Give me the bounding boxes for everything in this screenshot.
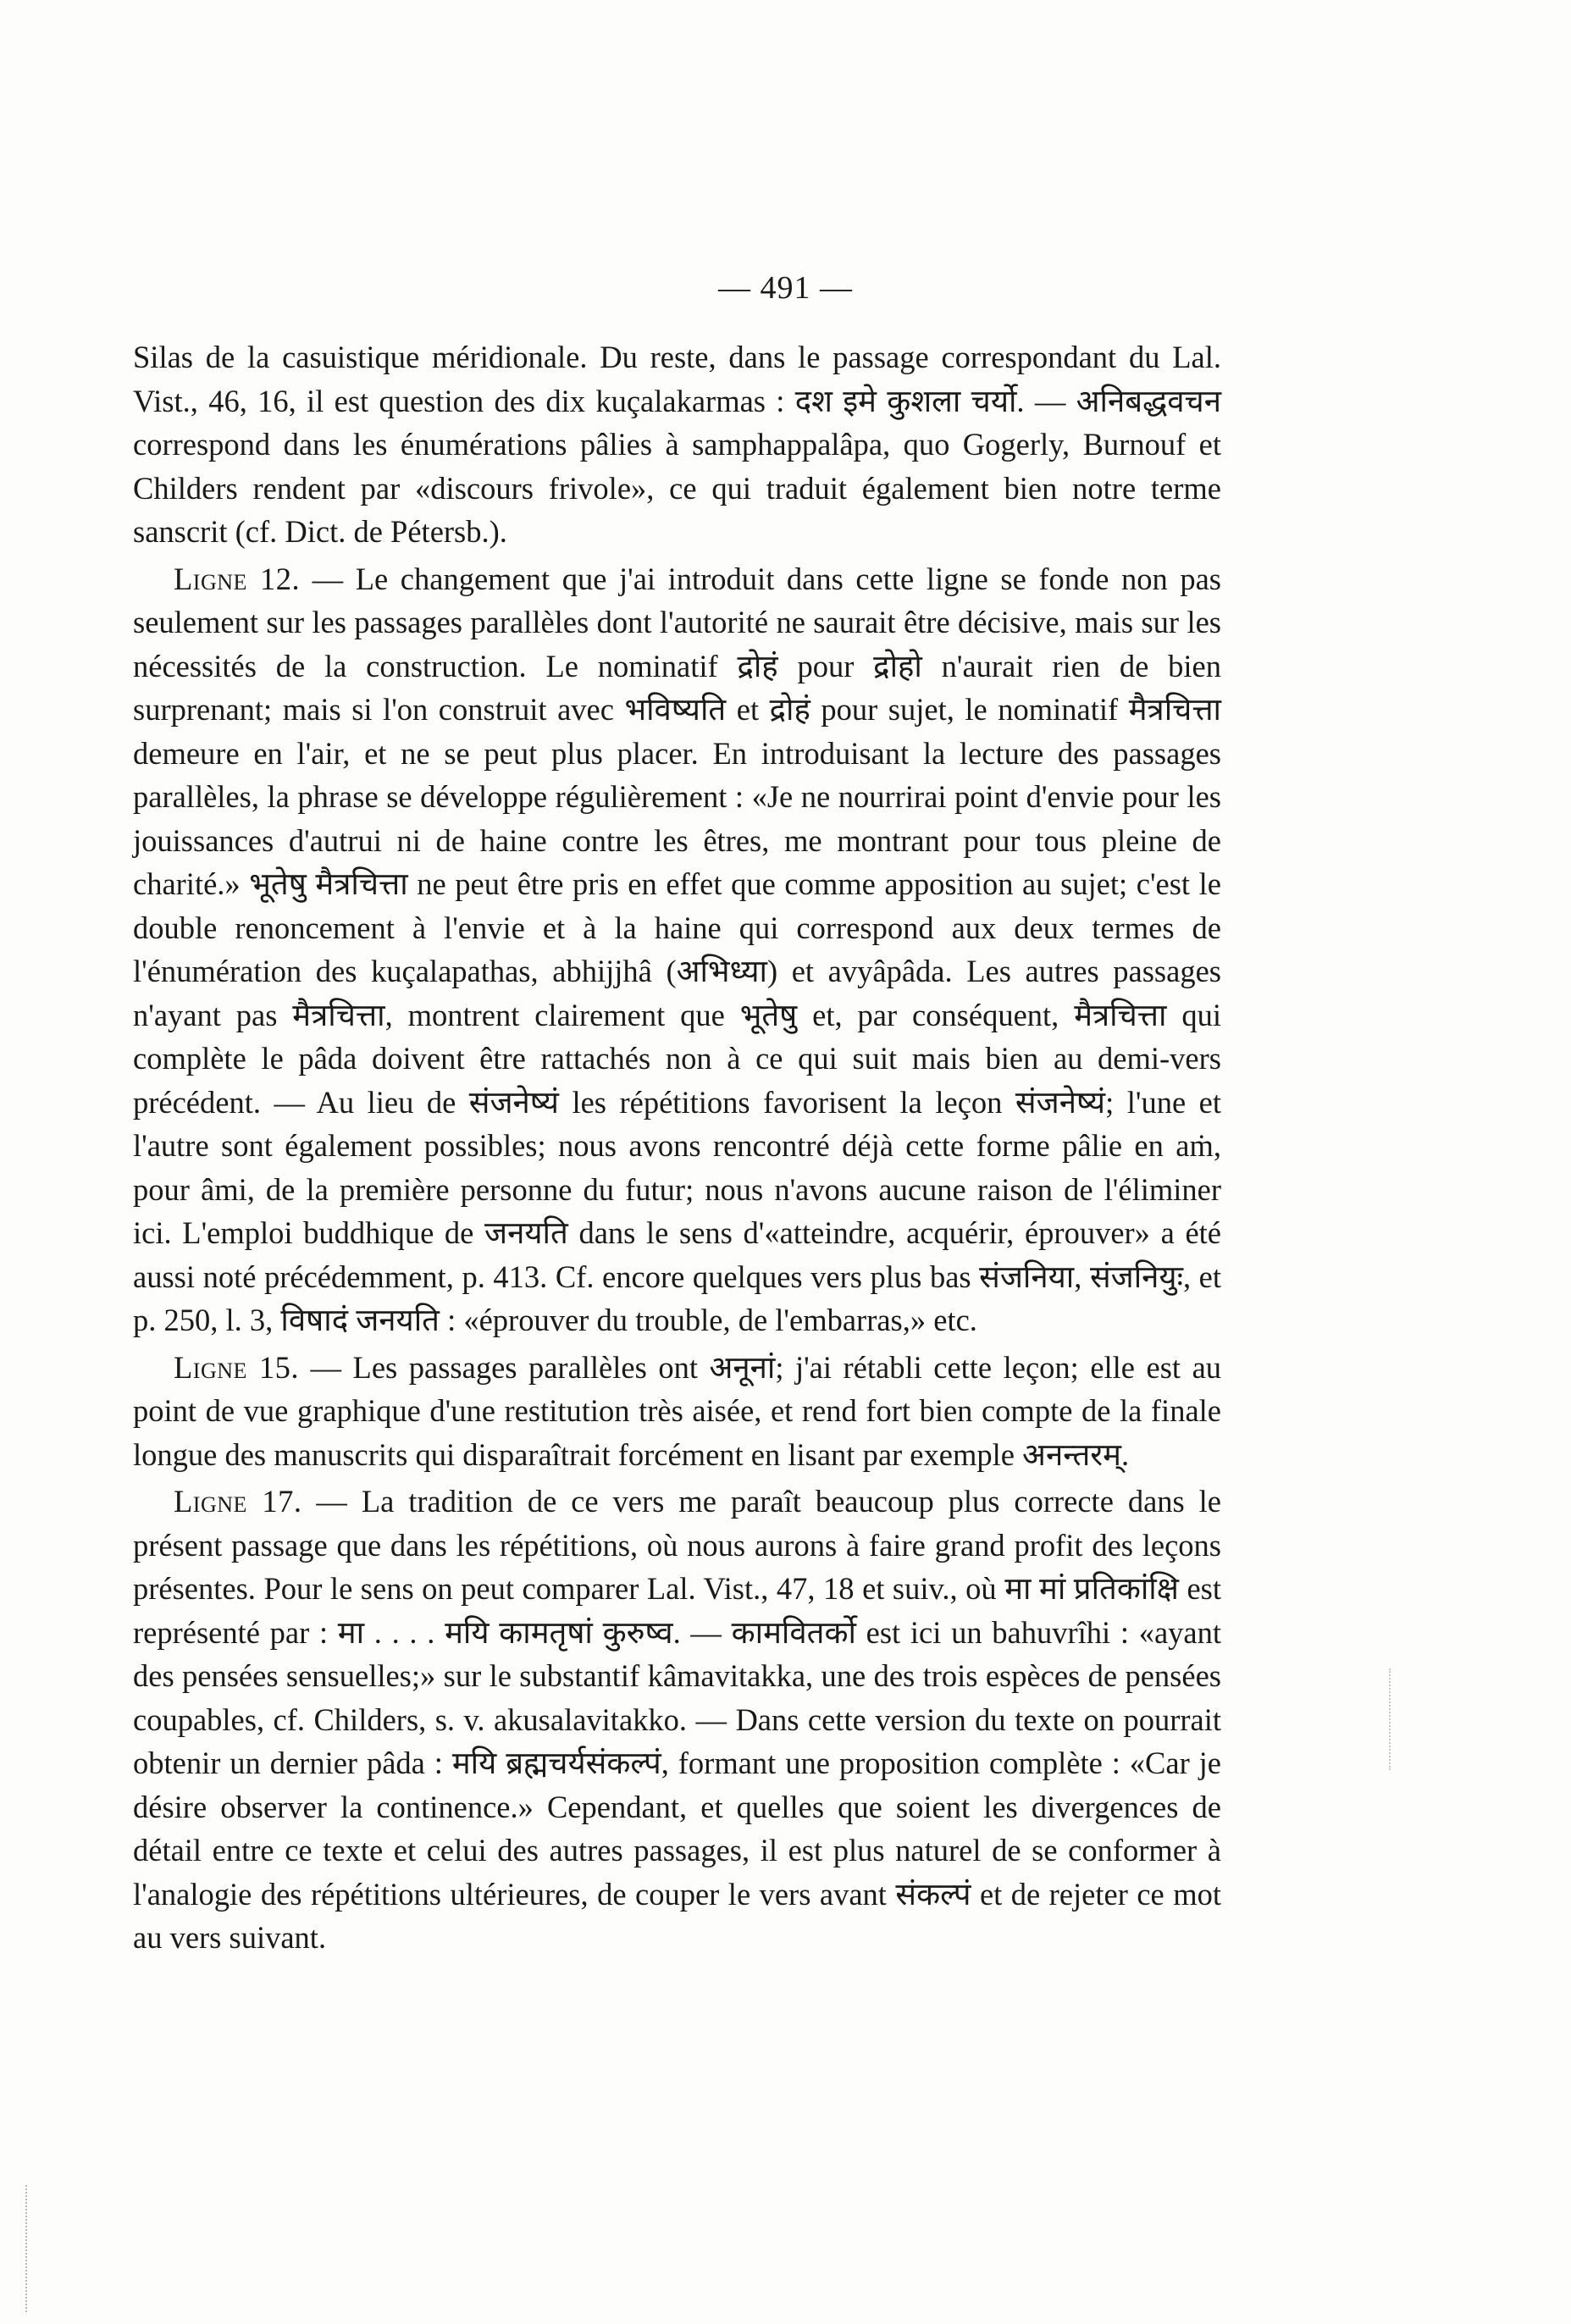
paragraph-text: Silas de la casuistique méridionale. Du reste, dans le passage correspondant du Lal. Vist., 46, 16, il est question des dix kuçalakarmas : दश इमे कुशला चर्यो. — अनिबद्धवचन correspond dans les énumérations pâlies à samphappalâpa, quo Gogerly, Burnouf et Childers rendent par «discours frivole», ce qui traduit également bien notre terme sanscrit (cf. Dict. de Pétersb.).: [133, 340, 1221, 549]
paragraph-ligne-17: [133, 1480, 1221, 1960]
paragraph-label: Ligne 12.: [174, 561, 301, 596]
body-text: [133, 335, 1221, 1963]
paragraph-label: Ligne 15.: [174, 1349, 300, 1385]
paragraph-ligne-15: [133, 1346, 1221, 1477]
scan-artifact: [25, 2185, 30, 2312]
paragraph-ligne-12: [133, 557, 1221, 1342]
paragraph-label: Ligne 17.: [174, 1484, 302, 1519]
page-number: — 491 —: [718, 270, 853, 306]
paragraph-text: — Les passages parallèles ont अनूनां; j'ai rétabli cette leçon; elle est au point de vue graphique d'une restitution très aisée, et rend fort bien compte de la finale longue des manuscrits qui disparaîtrait forcément en lisant par exemple अनन्तरम्.: [133, 1349, 1222, 1472]
scan-artifact: [1389, 1668, 1392, 1770]
paragraph-intro: [133, 335, 1221, 554]
paragraph-text: — Le changement que j'ai introduit dans cette ligne se fonde non pas seulement sur les passages parallèles dont l'autorité ne saurait être décisive, mais sur les nécessités de la construction. Le nominatif द्रोहं pour द्रोहो n'aurait rien de bien surprenant; mais si l'on construit avec भविष्यति et द्रोहं pour sujet, le nominatif मैत्रचित्ता demeure en l'air, et ne se peut plus placer. En introduisant la lecture des passages parallèles, la phrase se développe régulièrement : «Je ne nourrirai point d'envie pour les jouissances d'autrui ni de haine contre les êtres, me montrant pour tous pleine de charité.» भूतेषु मैत्रचित्ता ne peut être pris en effet que comme apposition au sujet; c'est le double renoncement à l'envie et à la haine qui correspond aux deux termes de l'énumération des kuçalapathas, abhijjhâ (अभिध्या) et avyâpâda. Les autres passages n'ayant pas मैत्रचित्ता, montrent clairement que भूतेषु et, par conséquent, मैत्रचित्ता qui complète le pâda doivent être rattachés non à ce qui suit mais bien au demi-vers précédent. — Au lieu de संजनेष्यं les répétitions favorisent la leçon संजनेष्यं; l'une et l'autre sont également possibles; nous avons rencontré déjà cette forme pâlie en aṁ, pour âmi, de la première personne du futur; nous n'avons aucune raison de l'éliminer ici. L'emploi buddhique de जनयति dans le sens d'«atteindre, acquérir, éprouver» a été aussi noté précédemment, p. 413. Cf. encore quelques vers plus bas संजनिया, संजनियुः, et p. 250, l. 3, विषादं जनयति : «éprouver du trouble, de l'embarras,» etc.: [133, 561, 1222, 1337]
paragraph-text: — La tradition de ce vers me paraît beaucoup plus correcte dans le présent passage que dans les répétitions, où nous aurons à faire grand profit des leçons présentes. Pour le sens on peut comparer Lal. Vist., 47, 18 et suiv., où मा मां प्रतिकांक्षि est représenté par : मा . . . . मयि कामतृषां कुरुष्व. — कामवितर्को est ici un bahuvrîhi : «ayant des pensées sensuelles;» sur le substantif kâmavitakka, une des trois espèces de pensées coupables, cf. Childers, s. v. akusalavitakko. — Dans cette version du texte on pourrait obtenir un dernier pâda : मयि ब्रह्मचर्यसंकल्पं, formant une proposition complète : «Car je désire observer la continence.» Cependant, et quelles que soient les divergences de détail entre ce texte et celui des autres passages, il est plus naturel de se conformer à l'analogie des répétitions ultérieures, de couper le vers avant संकल्पं et de rejeter ce mot au vers suivant.: [133, 1484, 1222, 1955]
